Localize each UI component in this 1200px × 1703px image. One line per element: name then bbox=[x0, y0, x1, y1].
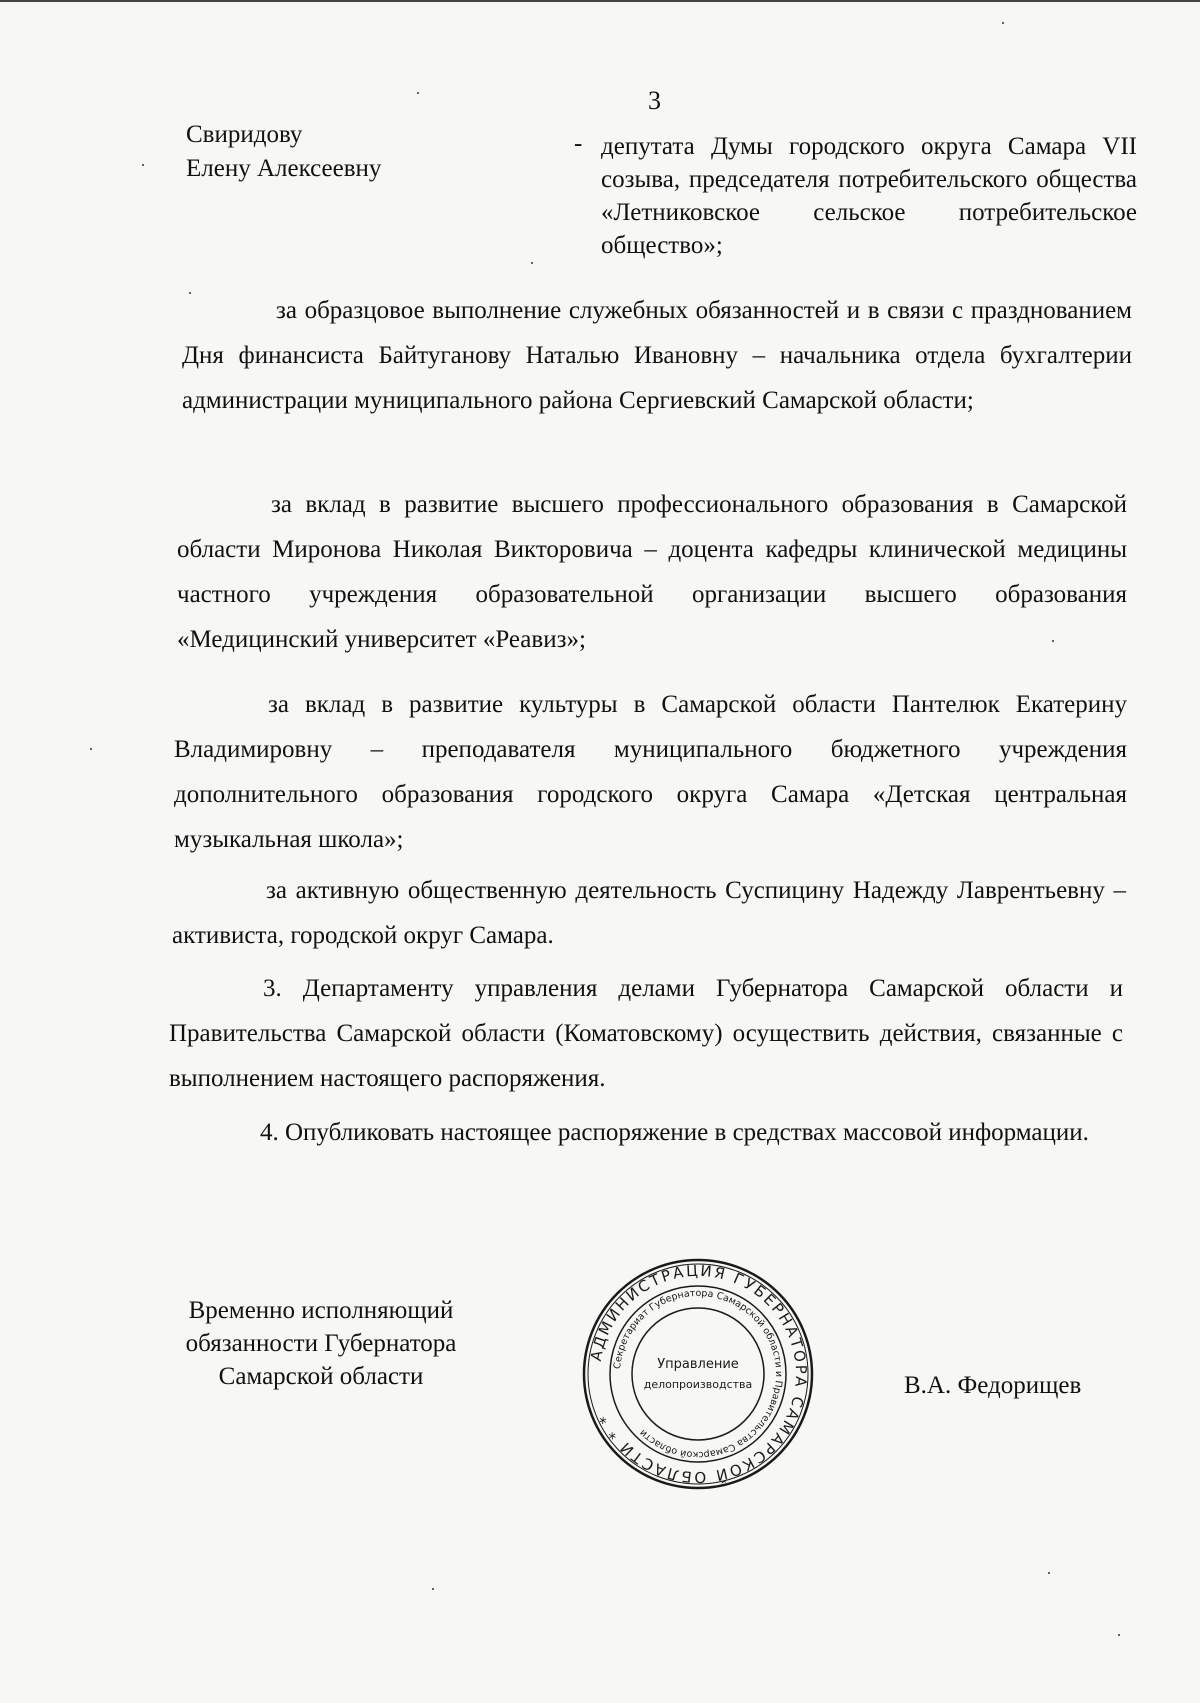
recipient-surname: Свиридову bbox=[186, 121, 303, 148]
seal-center-line2: делопроизводства bbox=[643, 1378, 753, 1391]
scan-speck bbox=[1118, 1634, 1120, 1636]
scan-speck bbox=[1048, 1572, 1050, 1574]
recipient-position: депутата Думы городского округа Самара VII созыва, председателя потребительского общества «Летниковское сельское потребительское общество»; bbox=[601, 133, 1137, 259]
paragraph-award-1: за образцовое выполнение служебных обязанностей и в связи с празднованием Дня финансиста Байтуганову Наталью Ивановну – начальника отдела бухгалтерии администрации муниципального района Сергиевский Самарской области; bbox=[182, 297, 1132, 414]
recipient-name bbox=[186, 118, 381, 186]
scan-speck bbox=[90, 748, 92, 750]
svg-text:Секретариат Губернатора Самарс bbox=[612, 1288, 784, 1460]
signatory-title-line: обязанности Губернатора bbox=[185, 1330, 457, 1357]
paragraph-award-3: за вклад в развитие культуры в Самарской области Пантелюк Екатерину Владимировну – преподавателя муниципального бюджетного учреждения дополнительного образования городского округа Самара «Детская центральная музыкальная школа»; bbox=[174, 691, 1127, 853]
paragraph-item-3: 3. Департаменту управления делами Губернатора Самарской области и Правительства Самарской области (Коматовскому) осуществить действия, связанные с выполнением настоящего распоряжения. bbox=[169, 975, 1123, 1092]
scan-speck bbox=[432, 1588, 434, 1590]
page-number: 3 bbox=[648, 86, 661, 115]
official-seal-stamp bbox=[580, 1256, 816, 1492]
scan-speck bbox=[531, 262, 533, 264]
scan-speck bbox=[142, 164, 144, 166]
recipient-dash: - bbox=[574, 130, 583, 157]
paragraph-item-4: 4. Опубликовать настоящее распоряжение в средствах массовой информации. bbox=[260, 1119, 1089, 1146]
scan-speck bbox=[1052, 640, 1054, 642]
top-edge-rule bbox=[0, 0, 1200, 2]
recipient-given-names: Елену Алексеевну bbox=[186, 155, 382, 182]
signatory-title-line: Самарской области bbox=[218, 1363, 424, 1390]
paragraph-award-2: за вклад в развитие высшего профессионального образования в Самарской области Миронова Николая Викторовича – доцента кафедры клинической медицины частного учреждения образовательной организации высшего образования «Медицинский университет «Реавиз»; bbox=[177, 491, 1127, 653]
signatory-title-line: Временно исполняющий bbox=[188, 1297, 454, 1324]
seal-inner-text: Секретариат Губернатора Самарской области и Правительства Самарской области bbox=[612, 1287, 785, 1461]
seal-outer-text: АДМИНИСТРАЦИЯ ГУБЕРНАТОРА САМАРСКОЙ ОБЛАСТИ * * bbox=[586, 1261, 811, 1487]
signatory-title bbox=[158, 1294, 484, 1393]
scan-speck bbox=[417, 92, 419, 94]
paragraph-award-4: за активную общественную деятельность Суспицину Надежду Лаврентьевну – активиста, городской округ Самара. bbox=[172, 877, 1126, 949]
signer-name: В.А. Федорищев bbox=[904, 1372, 1082, 1399]
scan-speck bbox=[1002, 22, 1004, 24]
scan-speck bbox=[189, 292, 191, 294]
seal-center-line1: Управление bbox=[657, 1357, 739, 1372]
